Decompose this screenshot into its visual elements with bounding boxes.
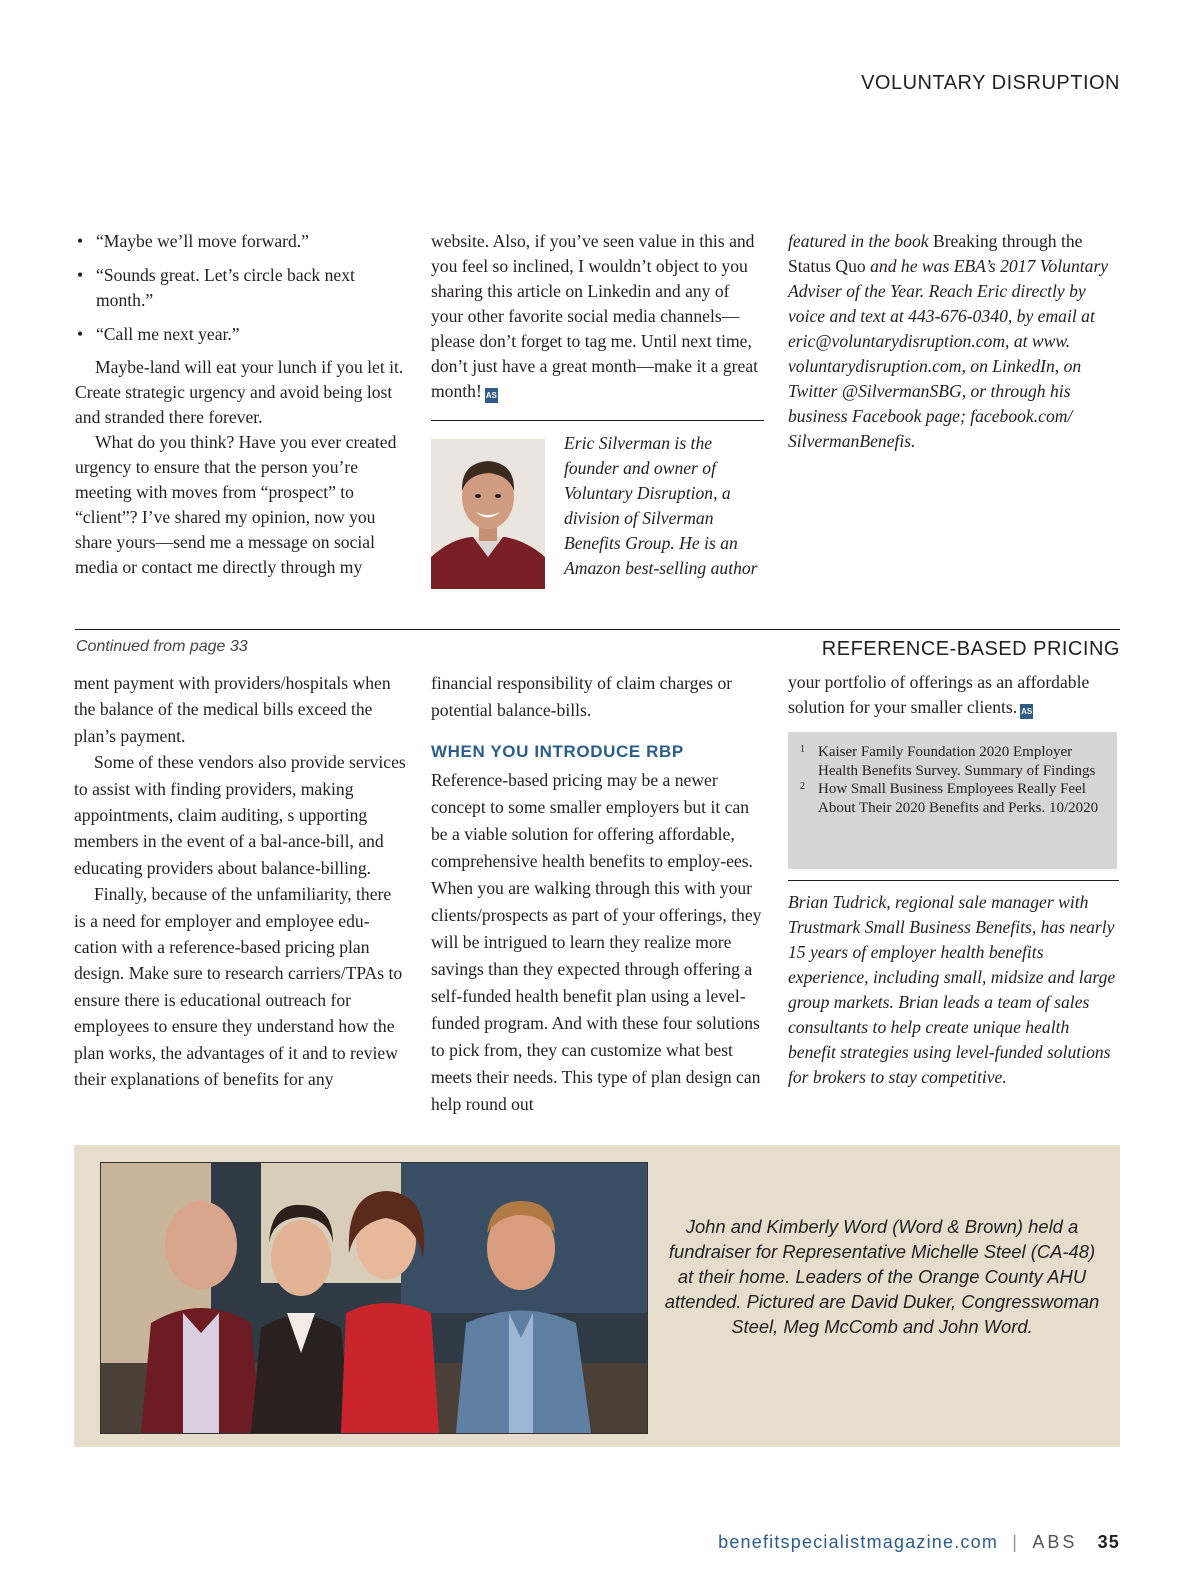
subhead: WHEN YOU INTRODUCE RBP xyxy=(431,742,684,761)
article-section-title: REFERENCE-BASED PRICING xyxy=(821,638,1120,660)
body-paragraph: ment payment with providers/hospitals when the balance of the medical bills exceed the plan’s payment. xyxy=(74,673,391,746)
continued-note: Continued from page 33 xyxy=(76,638,248,655)
bullet-list xyxy=(75,229,405,347)
page-footer xyxy=(718,1532,1120,1553)
article2-column-1 xyxy=(74,670,406,1093)
body-paragraph: Maybe-land will eat your lunch if you let it. Create strategic urgency and avoid being lost and stranded there forever. xyxy=(75,357,404,427)
list-item: • “Maybe we’ll move forward.” xyxy=(75,229,405,254)
page-number: 35 xyxy=(1097,1532,1120,1552)
bio-divider xyxy=(431,420,764,421)
list-item: • “Sounds great. Let’s circle back next month.” xyxy=(75,263,405,313)
body-paragraph: financial responsibility of claim charges or potential balance-bills. xyxy=(431,673,733,720)
author-bio: Brian Tudrick, regional sale manager with Trustmark Small Business Benefits, has nearly 15 years of employer health benefits experience, including small, midsize and large group markets. Brian leads a team of sales consultants to help create unique health benefit strategies using level-funded solutions for brokers to stay competitive. xyxy=(788,892,1116,1087)
body-paragraph: Finally, because of the unfamiliarity, there is a need for employer and employee edu-cation with a reference-based pricing plan design. Make sure to research carriers/TPAs to ensure there is educational outreach for employees to ensure they understand how the plan works, the advantages of it and to review their explanations of benefits for any xyxy=(74,884,403,1090)
footnote-number: 1 xyxy=(800,744,805,755)
section-header: VOLUNTARY DISRUPTION xyxy=(861,72,1120,94)
abs-end-mark-icon: AS xyxy=(1020,704,1033,719)
site-url: benefitspecialistmagazine.com xyxy=(718,1532,999,1552)
body-paragraph: Reference-based pricing may be a newer concept to some smaller employers but it can be a viable solution for offering affordable, comprehensive health benefits to employ-ees. When you are walking through this with your clients/prospects as part of your offerings, they will be intrigued to learn they realize more savings than they expected through offering a self-funded health benefit plan using a level-funded program. And with these four solutions to pick from, they can customize what best meets their needs. This type of plan design can help round out xyxy=(431,770,762,1114)
article1-column-1 xyxy=(75,229,405,580)
author-portrait-image xyxy=(431,439,545,589)
photo-caption: John and Kimberly Word (Word & Brown) held a fundraiser for Representative Michelle Steel (CA-48) at their home. Leaders of the Orange County AHU attended. Pictured are David Duker, Congresswoman Steel, Meg McComb and John Word. xyxy=(664,1216,1100,1337)
book-title: Breaking through the Status Quo xyxy=(788,231,1083,276)
article1-column-2 xyxy=(431,229,766,404)
bio-divider xyxy=(788,880,1119,881)
article1-column-3 xyxy=(788,229,1123,454)
author-bio-part1: Eric Silverman is the founder and owner of Voluntary Disruption, a division of Silverman Benefits Group. He is an Amazon best-selling author xyxy=(564,433,758,578)
footnote-text: Kaiser Family Foundation 2020 Employer Health Benefits Survey. Summary of Findings xyxy=(818,744,1096,779)
footnote xyxy=(800,743,1105,780)
body-paragraph: website. Also, if you’ve seen value in this and you feel so inclined, I wouldn’t object to you sharing this article on Linkedin and any of your other favorite social media channels—please don’t forget to tag me. Until next time, don’t just have a great month—make it a great month! AS xyxy=(431,231,759,401)
article2-column-3 xyxy=(788,670,1120,720)
footnote xyxy=(800,780,1105,817)
event-photo xyxy=(100,1162,648,1434)
author-photo xyxy=(431,439,545,589)
list-item: • “Call me next year.” xyxy=(75,322,405,347)
section-divider xyxy=(75,629,1120,630)
body-paragraph: What do you think? Have you ever created urgency to ensure that the person you’re meeting with moves from “prospect” to “client”? I’ve shared my opinion, now you share yours—send me a message on social media or contact me directly through my xyxy=(75,432,397,577)
footnote-text: How Small Business Employees Really Feel About Their 2020 Benefits and Perks. 10/2020 xyxy=(818,781,1099,816)
abs-end-mark-icon: AS xyxy=(485,388,498,403)
body-paragraph: your portfolio of offerings as an affordable solution for your smaller clients. AS xyxy=(788,672,1090,717)
footnotes-box xyxy=(788,732,1117,869)
event-group-photo-image xyxy=(101,1163,647,1433)
article2-column-2 xyxy=(431,670,766,1118)
author-bio-part2: featured in the book Breaking through the Status Quo and he was EBA’s 2017 Voluntary Adviser of the Year. Reach Eric directly by voice and text at 443-676-0340, by email at eric@voluntarydisruption.com, at www. voluntarydisruption.com, on LinkedIn, on Twitter @SilvermanSBG, or through his business Facebook page; facebook.com/ SilvermanBenefis. xyxy=(788,231,1109,451)
footer-separator: | xyxy=(1012,1532,1019,1552)
footnote-number: 2 xyxy=(800,781,805,792)
magazine-name: ABS xyxy=(1032,1532,1078,1552)
body-paragraph: Some of these vendors also provide services to assist with finding providers, making appointments, claim auditing, s upporting members in the event of a bal-ance-bill, and educating providers about balance-billing. xyxy=(74,752,406,878)
